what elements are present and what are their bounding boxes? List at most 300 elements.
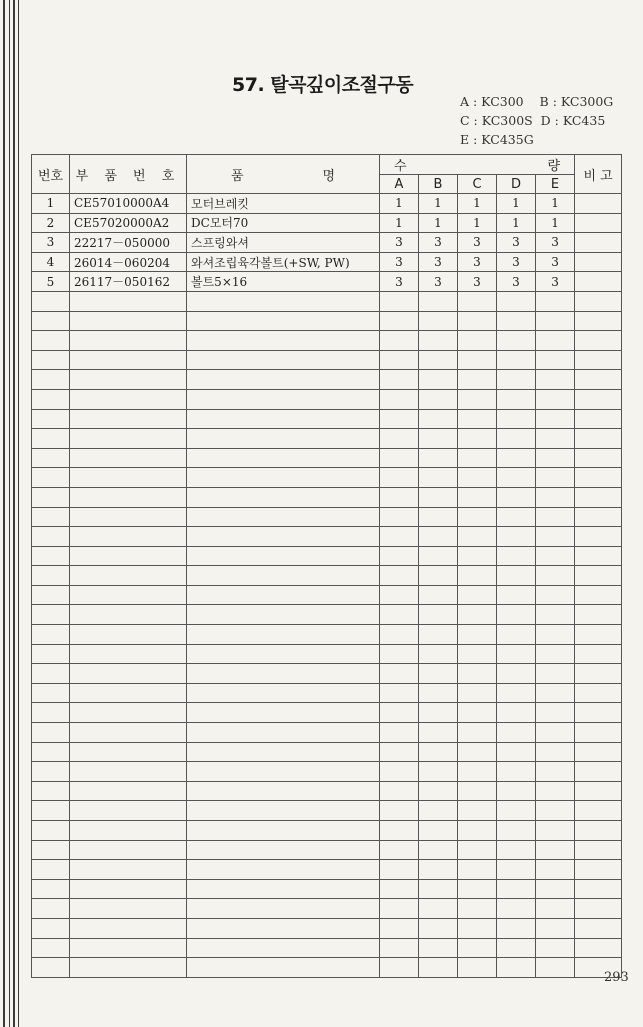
cell-qty: 3 [458,252,497,272]
cell-empty [380,938,419,958]
cell-remark [575,233,622,253]
cell-empty [458,781,497,801]
cell-empty [187,331,380,351]
cell-empty [458,429,497,449]
cell-empty [70,723,187,743]
cell-empty [187,860,380,880]
cell-empty [497,370,536,390]
cell-empty [536,918,575,938]
cell-empty [187,703,380,723]
cell-empty [575,291,622,311]
cell-empty [187,585,380,605]
cell-part-no: 22217－050000 [70,233,187,253]
cell-part-no: 26014－060204 [70,252,187,272]
cell-empty [187,899,380,919]
cell-empty [458,723,497,743]
cell-empty [575,899,622,919]
cell-empty [380,742,419,762]
cell-empty [419,585,458,605]
cell-empty [32,389,70,409]
cell-empty [187,291,380,311]
cell-empty [497,546,536,566]
cell-empty [575,683,622,703]
cell-empty [497,566,536,586]
cell-empty [380,879,419,899]
cell-empty [536,448,575,468]
cell-empty [380,291,419,311]
cell-qty: 1 [497,194,536,214]
cell-empty [458,918,497,938]
cell-empty [70,664,187,684]
cell-empty [187,683,380,703]
cell-empty [497,801,536,821]
cell-empty [32,566,70,586]
cell-remark [575,194,622,214]
cell-empty [32,585,70,605]
cell-empty [187,644,380,664]
cell-empty [497,291,536,311]
cell-empty [187,801,380,821]
cell-part-name: 볼트5×16 [187,272,380,292]
cell-empty [536,605,575,625]
cell-empty [458,683,497,703]
page-title: 57. 탈곡깊이조절구동 [232,74,414,96]
cell-empty [380,625,419,645]
cell-empty [497,527,536,547]
binding-line [13,0,15,1027]
cell-empty [536,350,575,370]
cell-empty [70,291,187,311]
cell-empty [32,879,70,899]
table-row-empty [32,448,622,468]
cell-empty [458,958,497,978]
table-row-empty [32,389,622,409]
cell-empty [419,546,458,566]
cell-empty [497,331,536,351]
cell-empty [497,585,536,605]
cell-empty [419,821,458,841]
cell-empty [497,625,536,645]
cell-empty [187,879,380,899]
cell-empty [187,566,380,586]
cell-empty [497,507,536,527]
cell-empty [380,644,419,664]
cell-empty [458,644,497,664]
cell-remark [575,252,622,272]
cell-empty [380,781,419,801]
cell-empty [458,938,497,958]
cell-empty [380,468,419,488]
cell-empty [497,311,536,331]
cell-empty [419,644,458,664]
cell-empty [419,527,458,547]
model-legend [460,92,640,149]
cell-empty [419,899,458,919]
cell-empty [575,762,622,782]
cell-empty [32,742,70,762]
cell-empty [497,664,536,684]
cell-empty [458,605,497,625]
cell-empty [575,703,622,723]
cell-qty: 1 [536,194,575,214]
table-row [32,272,622,292]
cell-empty [32,311,70,331]
cell-empty [380,605,419,625]
header-col-c: C [458,175,497,194]
cell-empty [187,487,380,507]
cell-empty [32,899,70,919]
cell-empty [70,566,187,586]
cell-empty [70,350,187,370]
cell-qty: 1 [380,213,419,233]
cell-empty [32,291,70,311]
cell-empty [458,860,497,880]
cell-empty [575,311,622,331]
table-row-empty [32,762,622,782]
cell-empty [575,546,622,566]
cell-empty [458,507,497,527]
cell-empty [419,389,458,409]
table-row-empty [32,781,622,801]
cell-empty [536,527,575,547]
cell-part-name: 모터브레킷 [187,194,380,214]
parts-table [31,154,622,978]
cell-empty [458,331,497,351]
cell-empty [536,389,575,409]
cell-empty [187,840,380,860]
cell-empty [575,429,622,449]
cell-empty [536,781,575,801]
cell-empty [458,703,497,723]
cell-empty [536,585,575,605]
cell-empty [70,625,187,645]
cell-empty [575,350,622,370]
cell-empty [419,683,458,703]
cell-empty [32,723,70,743]
cell-empty [32,350,70,370]
cell-empty [419,429,458,449]
cell-empty [458,487,497,507]
cell-empty [458,742,497,762]
cell-empty [419,801,458,821]
cell-remark [575,213,622,233]
cell-empty [575,781,622,801]
cell-empty [70,605,187,625]
cell-empty [187,664,380,684]
cell-empty [536,370,575,390]
cell-empty [32,409,70,429]
table-row-empty [32,487,622,507]
cell-empty [497,389,536,409]
cell-empty [380,331,419,351]
cell-empty [497,860,536,880]
cell-empty [380,429,419,449]
model-code: C : KC300S [460,113,533,128]
table-row [32,252,622,272]
table-row-empty [32,879,622,899]
cell-qty: 1 [458,213,497,233]
cell-empty [536,487,575,507]
cell-empty [32,487,70,507]
cell-empty [380,389,419,409]
table-row-empty [32,291,622,311]
cell-empty [536,703,575,723]
cell-empty [458,879,497,899]
cell-empty [70,409,187,429]
cell-empty [497,605,536,625]
cell-empty [380,840,419,860]
model-code: E : KC435G [460,132,534,147]
table-row [32,233,622,253]
cell-empty [536,409,575,429]
parts-table-body [32,194,622,978]
cell-qty: 3 [536,252,575,272]
cell-empty [575,938,622,958]
cell-empty [497,879,536,899]
cell-empty [497,703,536,723]
cell-empty [419,311,458,331]
cell-qty: 3 [497,233,536,253]
table-row-empty [32,860,622,880]
cell-empty [32,605,70,625]
cell-empty [187,918,380,938]
table-row-empty [32,958,622,978]
cell-empty [32,507,70,527]
cell-empty [187,409,380,429]
header-qty [380,155,575,175]
cell-empty [380,958,419,978]
header-name-right: 명 [322,168,335,184]
cell-empty [187,723,380,743]
cell-empty [380,507,419,527]
header-col-a: A [380,175,419,194]
cell-empty [497,821,536,841]
cell-qty: 3 [458,272,497,292]
cell-empty [32,429,70,449]
cell-empty [70,468,187,488]
cell-empty [70,527,187,547]
cell-empty [536,311,575,331]
cell-empty [380,409,419,429]
cell-empty [70,683,187,703]
cell-empty [187,938,380,958]
cell-empty [497,644,536,664]
cell-qty: 3 [419,252,458,272]
cell-empty [536,723,575,743]
cell-empty [575,585,622,605]
cell-empty [380,860,419,880]
cell-empty [497,742,536,762]
cell-empty [187,389,380,409]
cell-empty [458,448,497,468]
cell-empty [419,723,458,743]
cell-qty: 1 [419,213,458,233]
cell-qty: 3 [497,272,536,292]
cell-qty: 3 [536,233,575,253]
cell-empty [536,683,575,703]
cell-empty [575,664,622,684]
cell-empty [380,566,419,586]
cell-empty [32,762,70,782]
page-number: 293 [604,970,629,985]
cell-empty [497,899,536,919]
cell-empty [187,762,380,782]
table-row-empty [32,899,622,919]
cell-qty: 3 [458,233,497,253]
cell-empty [70,331,187,351]
cell-empty [536,840,575,860]
cell-empty [458,546,497,566]
cell-empty [458,899,497,919]
table-row-empty [32,801,622,821]
table-row-empty [32,625,622,645]
cell-empty [536,566,575,586]
cell-empty [32,801,70,821]
cell-empty [497,762,536,782]
cell-no: 3 [32,233,70,253]
cell-empty [458,389,497,409]
table-row-empty [32,409,622,429]
cell-empty [380,683,419,703]
table-row-empty [32,703,622,723]
header-col-e: E [536,175,575,194]
cell-empty [419,350,458,370]
cell-empty [536,331,575,351]
cell-empty [497,429,536,449]
header-name [187,155,380,194]
cell-qty: 3 [497,252,536,272]
table-row [32,194,622,214]
cell-empty [497,468,536,488]
cell-empty [419,918,458,938]
table-row-empty [32,546,622,566]
cell-empty [458,291,497,311]
table-row-empty [32,644,622,664]
cell-empty [419,703,458,723]
cell-remark [575,272,622,292]
cell-empty [458,625,497,645]
table-row-empty [32,566,622,586]
table-row [32,213,622,233]
cell-empty [458,409,497,429]
cell-empty [536,664,575,684]
header-name-left: 품 [231,168,244,184]
cell-empty [536,801,575,821]
cell-empty [187,546,380,566]
cell-empty [380,899,419,919]
cell-empty [419,605,458,625]
header-qty-right: 량 [547,159,561,174]
cell-empty [458,350,497,370]
cell-empty [575,821,622,841]
cell-empty [70,448,187,468]
cell-empty [575,918,622,938]
cell-empty [32,448,70,468]
cell-empty [32,331,70,351]
model-code: D : KC435 [540,113,606,128]
cell-empty [187,311,380,331]
cell-empty [536,546,575,566]
cell-empty [70,840,187,860]
cell-empty [70,585,187,605]
cell-empty [32,546,70,566]
cell-empty [70,487,187,507]
cell-empty [497,958,536,978]
cell-empty [458,840,497,860]
cell-empty [575,723,622,743]
cell-empty [536,507,575,527]
cell-no: 5 [32,272,70,292]
cell-qty: 3 [380,233,419,253]
cell-empty [70,781,187,801]
cell-empty [380,918,419,938]
cell-empty [497,840,536,860]
cell-empty [575,409,622,429]
cell-empty [497,409,536,429]
cell-empty [458,468,497,488]
cell-empty [32,625,70,645]
header-part-no: 부 품 번 호 [70,155,187,194]
cell-empty [458,801,497,821]
cell-empty [32,860,70,880]
table-row-empty [32,429,622,449]
cell-empty [575,644,622,664]
cell-qty: 3 [536,272,575,292]
cell-empty [575,389,622,409]
cell-empty [70,644,187,664]
table-row-empty [32,507,622,527]
cell-empty [497,683,536,703]
cell-qty: 1 [419,194,458,214]
cell-no: 1 [32,194,70,214]
cell-empty [575,625,622,645]
cell-empty [187,958,380,978]
model-code: A : KC300 [460,94,524,109]
cell-part-no: CE57010000A4 [70,194,187,214]
cell-qty: 3 [419,272,458,292]
cell-empty [458,566,497,586]
cell-empty [32,821,70,841]
cell-empty [419,291,458,311]
cell-empty [70,821,187,841]
cell-empty [419,566,458,586]
cell-empty [419,840,458,860]
cell-empty [380,664,419,684]
cell-empty [575,370,622,390]
cell-part-name: DC모터70 [187,213,380,233]
cell-empty [187,821,380,841]
cell-empty [32,840,70,860]
cell-empty [380,350,419,370]
cell-qty: 1 [380,194,419,214]
table-row-empty [32,918,622,938]
cell-no: 2 [32,213,70,233]
table-row-empty [32,938,622,958]
cell-empty [419,625,458,645]
table-row-empty [32,605,622,625]
cell-empty [70,860,187,880]
cell-empty [70,762,187,782]
cell-empty [70,546,187,566]
cell-empty [187,468,380,488]
cell-empty [497,918,536,938]
cell-empty [380,546,419,566]
cell-part-no: CE57020000A2 [70,213,187,233]
cell-empty [70,703,187,723]
cell-empty [380,487,419,507]
cell-empty [575,860,622,880]
table-row-empty [32,742,622,762]
